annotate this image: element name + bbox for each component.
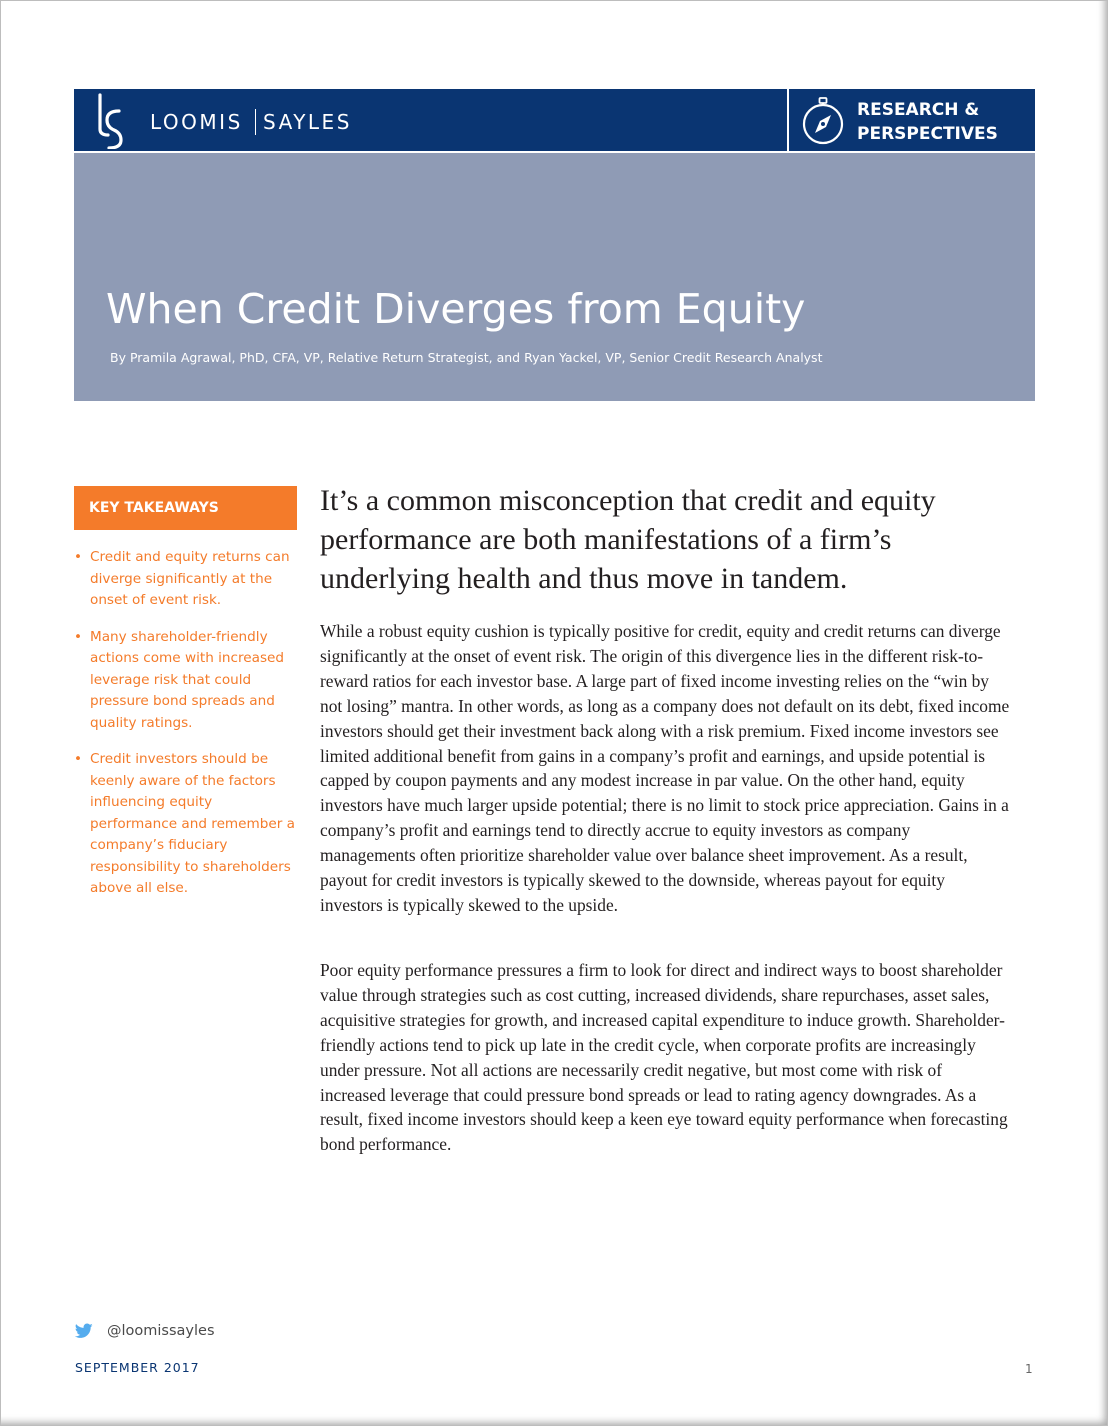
takeaway-item	[74, 749, 297, 900]
brand-name-sayles: SAYLES	[263, 110, 352, 134]
bullet-icon: •	[74, 549, 83, 565]
brand-name-loomis: LOOMIS	[150, 110, 243, 134]
publication-date: SEPTEMBER 2017	[75, 1360, 200, 1375]
research-label-line1: RESEARCH &	[857, 100, 980, 120]
takeaway-item	[74, 627, 297, 735]
takeaway-text: Credit investors should be keenly aware of the factors influencing equity performance and remember a company’s fiduciary responsibility to shareholders above all else.	[90, 751, 296, 896]
takeaway-item	[74, 547, 297, 612]
body-paragraph-2: Poor equity performance pressures a firm to look for direct and indirect ways to boost shareholder value through strategies such as cost cutting, increased dividends, share repurchases, asset sales, acquisitive strategies for growth, and increased capital expenditure to induce growth. Shareholder-friendly actions tend to pick up late in the credit cycle, when corporate profits are increasingly under pressure. Not all actions are necessarily credit negative, but most come with risk of increased leverage that could pressure bond spreads or lead to rating agency downgrades. As a result, fixed income investors should keep a keen eye toward equity performance when forecasting bond performance.	[320, 960, 1008, 1155]
research-perspectives-label	[857, 98, 1032, 146]
author-byline: By Pramila Agrawal, PhD, CFA, VP, Relative Return Strategist, and Ryan Yackel, VP, Senior Credit Research Analyst	[110, 350, 823, 365]
research-label-line2: PERSPECTIVES	[857, 124, 998, 144]
bullet-icon: •	[74, 751, 83, 767]
bullet-icon: •	[74, 628, 83, 645]
takeaway-text: Credit and equity returns can diverge significantly at the onset of event risk.	[90, 549, 290, 608]
loomis-sayles-logo-icon	[88, 91, 128, 149]
document-title: When Credit Diverges from Equity	[106, 285, 806, 333]
compass-icon	[799, 96, 847, 146]
key-takeaways-list	[74, 547, 297, 915]
twitter-handle[interactable]: @loomissayles	[107, 1323, 215, 1339]
header-bar	[74, 89, 1035, 151]
key-takeaways-header	[74, 486, 297, 530]
body-paragraph-1: While a robust equity cushion is typically positive for credit, equity and credit returns can diverge significantly at the onset of event risk. The origin of this divergence lies in the different risk-to-reward ratios for each investor base. A large part of fixed income investing relies on the “win by not losing” mantra. In other words, as long as a company does not default on its debt, fixed income investors should get their investment back along with a risk premium. Fixed income investors see limited additional benefit from gains in a company’s profit and earnings, and upside potential is capped by coupon payments and any modest increase in par value. On the other hand, equity investors have much larger upside potential; there is no limit to stock price appreciation. Gains in a company’s profit and earnings tend to directly accrue to equity investors as company managements often prioritize shareholder value over balance sheet improvement. As a result, payout for credit investors is typically skewed to the downside, whereas payout for equity investors is typically skewed to the upside.	[320, 621, 1010, 915]
twitter-icon	[75, 1323, 93, 1339]
page-number: 1	[1025, 1362, 1033, 1376]
header-separator	[787, 89, 789, 151]
takeaway-text: Many shareholder-friendly actions come with increased leverage risk that could pressure bond spreads and quality ratings.	[90, 628, 285, 731]
brand-divider	[255, 109, 256, 135]
lead-statement: It’s a common misconception that credit and equity performance are both manifestations of a firm’s underlying health and thus move in tandem.	[320, 484, 936, 595]
title-banner	[74, 153, 1035, 401]
key-takeaways-title: KEY TAKEAWAYS	[89, 500, 219, 516]
